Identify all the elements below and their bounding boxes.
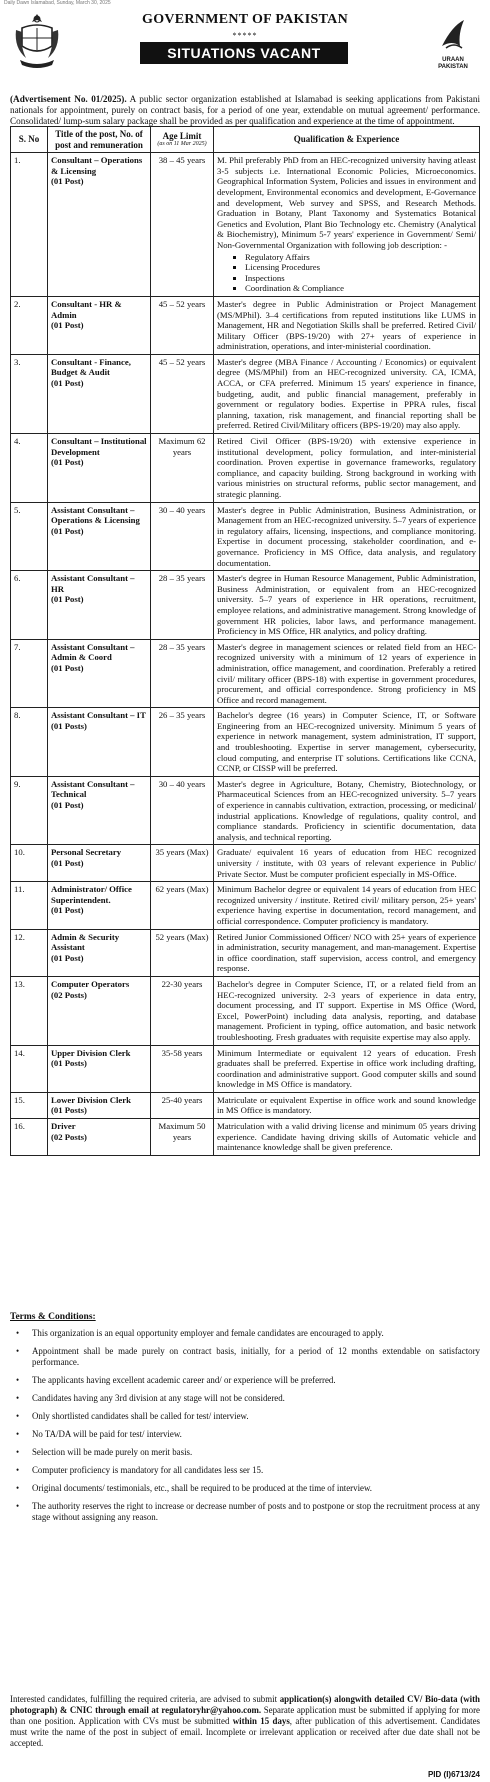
cell-post-title [48, 354, 151, 433]
qualification-text: Retired Junior Commissioned Officer/ NCO with 25+ years of experience in administration, security management, and man-management. Expertise in office coordination, staff supervision, access control, and emergency response. [217, 931, 476, 974]
newspaper-dateline: Daily Dawn Islamabad, Sunday, March 30, 2025 [4, 0, 111, 6]
cell-age-limit: 30 – 40 years [151, 776, 214, 845]
cell-qualification [214, 434, 480, 503]
cell-age-limit: 22-30 years [151, 976, 214, 1045]
cell-age-limit: 45 – 52 years [151, 296, 214, 354]
cell-sno: 6. [11, 571, 48, 640]
cell-sno: 7. [11, 639, 48, 708]
cell-qualification [214, 153, 480, 297]
intro-paragraph [10, 94, 480, 127]
post-title: Assistant Consultant – HR [51, 573, 135, 594]
post-title: Admin & Security Assistant [51, 931, 120, 953]
cell-qualification [214, 882, 480, 929]
table-row [11, 434, 480, 503]
cell-sno: 1. [11, 153, 48, 297]
cell-age-limit: 28 – 35 years [151, 639, 214, 708]
post-count: (01 Post) [51, 594, 84, 605]
terms-list [10, 1328, 480, 1530]
header-age-label: Age Limit [162, 130, 202, 141]
post-title: Assistant Consultant – Operations & Licensing [51, 504, 140, 526]
table-row [11, 354, 480, 433]
decorative-stars: ***** [232, 31, 258, 40]
cell-age-limit: Maximum 50 years [151, 1119, 214, 1156]
cell-post-title [48, 845, 151, 882]
cell-age-limit: 45 – 52 years [151, 354, 214, 433]
post-title: Assistant Consultant – Admin & Coord [51, 641, 135, 663]
header-qualification: Qualification & Experience [214, 127, 480, 153]
post-title: Administrator/ Office Superintendent. [51, 884, 132, 905]
table-row [11, 153, 480, 297]
cell-sno: 2. [11, 296, 48, 354]
qualification-text: Matriculation with a valid driving license and minimum 05 years driving experience. Candidate having driving skills of Automatic vehicle and maintenance knowledge shall be given preference. [217, 1121, 476, 1153]
post-count: (01 Posts) [51, 1105, 87, 1116]
terms-item: • Computer proficiency is mandatory for all candidates less ser 15. [10, 1465, 480, 1476]
header-age-note: (as on 11 Mar 2025) [157, 141, 207, 148]
post-count: (01 Post) [51, 457, 84, 468]
advertisement-number: (Advertisement No. 01/2025). [10, 94, 127, 104]
cell-qualification [214, 776, 480, 845]
footer-text-2: Separate application must be submitted if applying for more than one position. Application with CVs must be submitted [10, 1705, 480, 1726]
cell-post-title [48, 296, 151, 354]
qualification-text: Master's degree in Public Administration, Business Administration, or Management from an HEC-recognized university. 5–7 years of experience in regulatory affairs, licensing, inspections, and compliance monitoring. Expertise in document processing, stakeholder coordination, and e-governance. Proficiency in MS Office, data analysis, and regulatory documentation. [217, 504, 476, 568]
header-title: Title of the post, No. of post and remuneration [48, 127, 151, 153]
terms-item: • The authority reserves the right to increase or decrease number of posts and to postpone or stop the recruitment process at any stage without assigning any reason. [10, 1501, 480, 1523]
table-row [11, 976, 480, 1045]
cell-sno: 8. [11, 708, 48, 777]
post-count: (01 Post) [51, 952, 84, 963]
terms-item: • Appointment shall be made purely on contract basis, initially, for a period of 12 months extendable on satisfactory performance. [10, 1346, 480, 1368]
logo-text-pakistan: PAKISTAN [438, 64, 468, 70]
cell-post-title [48, 882, 151, 929]
vacancies-table [10, 126, 480, 1156]
cell-sno: 15. [11, 1092, 48, 1118]
cell-sno: 11. [11, 882, 48, 929]
cell-age-limit: 28 – 35 years [151, 571, 214, 640]
job-description-item: ▪ Coordination & Compliance [245, 283, 476, 294]
qualification-text: Graduate/ equivalent 16 years of education from HEC recognized university / institute, with 03 years of relevant experience in Public/ Private Sector. Must be computer proficient especially in MS-Office. [217, 847, 476, 879]
uraan-logo-icon [438, 18, 468, 52]
post-title: Consultant - Finance, Budget & Audit [51, 356, 131, 378]
cell-post-title [48, 502, 151, 571]
cell-age-limit: 38 – 45 years [151, 153, 214, 297]
terms-item: • The applicants having excellent academic career and/ or experience will be preferred. [10, 1375, 480, 1386]
cell-post-title [48, 976, 151, 1045]
header-age [151, 127, 214, 153]
post-count: (02 Posts) [51, 1131, 87, 1142]
post-title: Computer Operators [51, 978, 130, 989]
cell-sno: 16. [11, 1119, 48, 1156]
cell-age-limit: 35-58 years [151, 1045, 214, 1092]
cell-qualification [214, 708, 480, 777]
table-row [11, 708, 480, 777]
job-description-item: ▪ Regulatory Affairs [245, 252, 476, 263]
post-title: Consultant – Institutional Development [51, 436, 147, 457]
post-title: Assistant Consultant – Technical [51, 778, 135, 800]
header-sno: S. No [11, 127, 48, 153]
qualification-text: Minimum Bachelor degree or equivalent 14 years of education from HEC recognized university / institute. Retired civil/ military person, 25+ years' experience having expertise in documentation, record management, and official correspondence. Computer proficiency is mandatory. [217, 884, 476, 926]
logo-text-uraan: URAAN [442, 57, 464, 63]
cell-sno: 12. [11, 929, 48, 976]
cell-post-title [48, 153, 151, 297]
post-title: Assistant Consultant – IT [51, 710, 146, 721]
government-title: GOVERNMENT OF PAKISTAN [142, 12, 348, 27]
post-count: (01 Post) [51, 525, 84, 536]
cell-qualification [214, 354, 480, 433]
intro-text: A public sector organization established at Islamabad is seeking applications from Pakistani nationals for appointment, purely on contract basis, for a period of one year, extendable on mutual agreement/ performance. Consolidated/ lump-sum salary package shall be provided as per qualification and experience at the time of appointment. [10, 94, 480, 126]
cell-post-title [48, 639, 151, 708]
table-row [11, 639, 480, 708]
footer-text-3: , after publication of this advertisement. Candidates must write the name of the post in subject of email. Incomplete or irrelevant application or received after due date shall not be accepted. [10, 1716, 480, 1748]
situations-vacant-banner: SITUATIONS VACANT [140, 42, 348, 64]
table-row [11, 296, 480, 354]
post-count: (01 Posts) [51, 1058, 87, 1069]
table-row [11, 571, 480, 640]
post-title: Consultant – Operations & Licensing [51, 155, 143, 176]
terms-item: • Selection will be made purely on merit basis. [10, 1447, 480, 1458]
post-title: Driver [51, 1121, 76, 1132]
cell-sno: 13. [11, 976, 48, 1045]
post-count: (01 Post) [51, 378, 84, 389]
job-description-item: ▪ Inspections [245, 273, 476, 284]
terms-item: • This organization is an equal opportunity employer and female candidates are encouraged to apply. [10, 1328, 480, 1339]
application-instructions [10, 1694, 480, 1749]
terms-item: • Only shortlisted candidates shall be called for test/ interview. [10, 1411, 480, 1422]
qualification-text: Bachelor's degree in Computer Science, IT, or a related field from an HEC-recognized university. 2-3 years of experience in data entry, document processing, and IT support. Expertise in MS Office (Word, Excel, PowerPoint) including data analysis, reporting, and database management. Proficient in typing, office automation, and basic network troubleshooting. Fresh graduates with requisite expertise may also apply. [217, 978, 476, 1042]
cell-sno: 5. [11, 502, 48, 571]
cell-sno: 4. [11, 434, 48, 503]
post-count: (01 Posts) [51, 720, 87, 731]
cell-sno: 14. [11, 1045, 48, 1092]
table-row [11, 845, 480, 882]
post-count: (01 Post) [51, 176, 84, 187]
cell-post-title [48, 929, 151, 976]
cell-age-limit: 25-40 years [151, 1092, 214, 1118]
post-count: (01 Post) [51, 662, 84, 673]
pid-number: PID (I)6713/24 [427, 1770, 480, 1779]
qualification-text: Bachelor's degree (16 years) in Computer Science, IT, or Software Engineering from an HEC-recognized university. Minimum 5 years of experience in network management, system administration, IT support, and troubleshooting. Expertise in server management, cybersecurity, cloud computing, and enterprise IT solutions. Certifications like CCNA, CCNP, or CISSP will be preferred. [217, 710, 476, 774]
post-title: Upper Division Clerk [51, 1047, 131, 1058]
cell-age-limit: 62 years (Max) [151, 882, 214, 929]
cell-post-title [48, 708, 151, 777]
qualification-text: M. Phil preferably PhD from an HEC-recognized university having atleast 3-5 subjects i.e. International Economic Policies, Microeconomics. Geographical Information System, Policies and issues in environment and development, Environmental economics and development, E-Governance and development, Web survey and SPSS, and Research Methods. Graduation in Botany, Plant Taxonomy and Systematics Botanical Genetics and Evolution, Plant Bio Technology etc. Chemistry (Analytical & Biochemistry), Minimum 5-7 years' experience in Government/ Semi/ Non-Governmental Organization with following job description: - [217, 155, 476, 250]
cell-qualification [214, 1119, 480, 1156]
table-header-row [11, 127, 480, 153]
post-count: (02 Posts) [51, 989, 87, 1000]
cell-qualification [214, 845, 480, 882]
cell-sno: 9. [11, 776, 48, 845]
qualification-text: Minimum Intermediate or equivalent 12 years of education. Fresh graduates shall be preferred. Expertise in office work including drafting, coordination and administrative support. Good computer skills and sound knowledge in MS Office is mandatory. [217, 1047, 476, 1090]
cell-sno: 3. [11, 354, 48, 433]
cell-sno: 10. [11, 845, 48, 882]
terms-item: • Candidates having any 3rd division at any stage will not be considered. [10, 1393, 480, 1404]
uraan-pakistan-logo [430, 18, 476, 80]
table-row [11, 502, 480, 571]
job-description-list [217, 252, 476, 294]
post-title: Consultant - HR & Admin [51, 298, 122, 320]
cell-age-limit: 35 years (Max) [151, 845, 214, 882]
table-row [11, 1092, 480, 1118]
cell-post-title [48, 1045, 151, 1092]
cell-post-title [48, 434, 151, 503]
job-description-item: ▪ Licensing Procedures [245, 262, 476, 273]
qualification-text: Master's degree in Public Administration or Project Management (MS/MPhil). 3–4 certifications from reputed institutions like LUMS in Management, HR and Negotiation Skills shall be preferred. Retired Civil/ Military Officer (BPS-19/20) with 27+ years of experience in administration, operations, and inter-ministerial coordination. [217, 298, 476, 352]
ad-header [0, 8, 490, 90]
cell-age-limit: 26 – 35 years [151, 708, 214, 777]
cell-post-title [48, 1092, 151, 1118]
table-row [11, 882, 480, 929]
footer-text-1: Interested candidates, fulfilling the required criteria, are advised to submit [10, 1694, 280, 1704]
post-count: (01 Post) [51, 320, 84, 331]
qualification-text: Retired Civil Officer (BPS-19/20) with extensive experience in institutional development, policy formulation, and inter-ministerial coordination. Proven expertise in governance frameworks, regulatory compliance, and capacity building. Strong background in working with various ministries on structural reforms, public sector management, and strategic planning. [217, 436, 476, 499]
table-row [11, 1119, 480, 1156]
qualification-text: Matriculate or equivalent Expertise in office work and sound knowledge in MS Office is mandatory. [217, 1094, 476, 1116]
table-row [11, 929, 480, 976]
post-count: (01 Post) [51, 800, 84, 811]
cell-post-title [48, 1119, 151, 1156]
cell-qualification [214, 1045, 480, 1092]
terms-heading: Terms & Conditions: [10, 1312, 96, 1322]
cell-qualification [214, 639, 480, 708]
qualification-text: Master's degree (MBA Finance / Accounting / Economics) or equivalent degree (MS/MPhil) from an HEC-recognized university. CA, ICMA, ACCA, or CFA preferred. Minimum 15 years' experience in finance, budgeting, audit, and public financial management, preferably in government or regulatory bodies. Expertise in PPRA rules, fiscal planning, taxation, risk management, and financial reporting shall be preferred. Retired Civil/Military officers (BPS-19/20) may also apply. [217, 356, 476, 431]
post-count: (01 Post) [51, 905, 84, 916]
qualification-text: Master's degree in Human Resource Management, Public Administration, Business Administration, or equivalent from an HEC-recognized university. 5–7 years of experience in HR operations, recruitment, employee relations, and administrative management. Strong knowledge of government HR policies, labor laws, and performance management. Proficiency in MS Office, HR analytics, and policy drafting. [217, 573, 476, 637]
terms-item: • Original documents/ testimonials, etc., shall be required to be produced at the time of interview. [10, 1483, 480, 1494]
cell-age-limit: 52 years (Max) [151, 929, 214, 976]
table-row [11, 776, 480, 845]
terms-item: • No TA/DA will be paid for test/ interview. [10, 1429, 480, 1440]
post-count: (01 Post) [51, 858, 84, 868]
post-title: Personal Secretary [51, 847, 122, 858]
cell-age-limit: 30 – 40 years [151, 502, 214, 571]
qualification-text: Master's degree in Agriculture, Botany, Chemistry, Biotechnology, or Pharmaceutical Sciences from an HEC-recognized university. 5–7 years of experience in cannabis cultivation, extraction, processing, or medicinal/ industrial applications. Knowledge of regulations, quality control, and compliance standards. Proficiency in scientific documentation, data analysis, and technical reporting. [217, 778, 476, 842]
cell-qualification [214, 502, 480, 571]
cell-age-limit: Maximum 62 years [151, 434, 214, 503]
cell-qualification [214, 571, 480, 640]
cell-qualification [214, 296, 480, 354]
cell-post-title [48, 776, 151, 845]
cell-post-title [48, 571, 151, 640]
cell-qualification [214, 929, 480, 976]
post-title: Lower Division Clerk [51, 1094, 131, 1105]
table-row [11, 1045, 480, 1092]
footer-deadline: within 15 days [232, 1716, 290, 1726]
cell-qualification [214, 1092, 480, 1118]
qualification-text: Master's degree in management sciences or related field from an HEC-recognized university with a minimum of 12 years of experience in administration, office management, and coordination. Preferably a retired civil/ military officer (BPS-18) with expertise in government procedures, procurement, and official correspondence. Strong proficiency in MS Office and record management. [217, 641, 476, 705]
cell-qualification [214, 976, 480, 1045]
footer-email-instruction: application(s) alongwith detailed CV/ Bio-data (with photograph) & CNIC through email at regulatoryhr@yahoo.com. [10, 1694, 480, 1715]
